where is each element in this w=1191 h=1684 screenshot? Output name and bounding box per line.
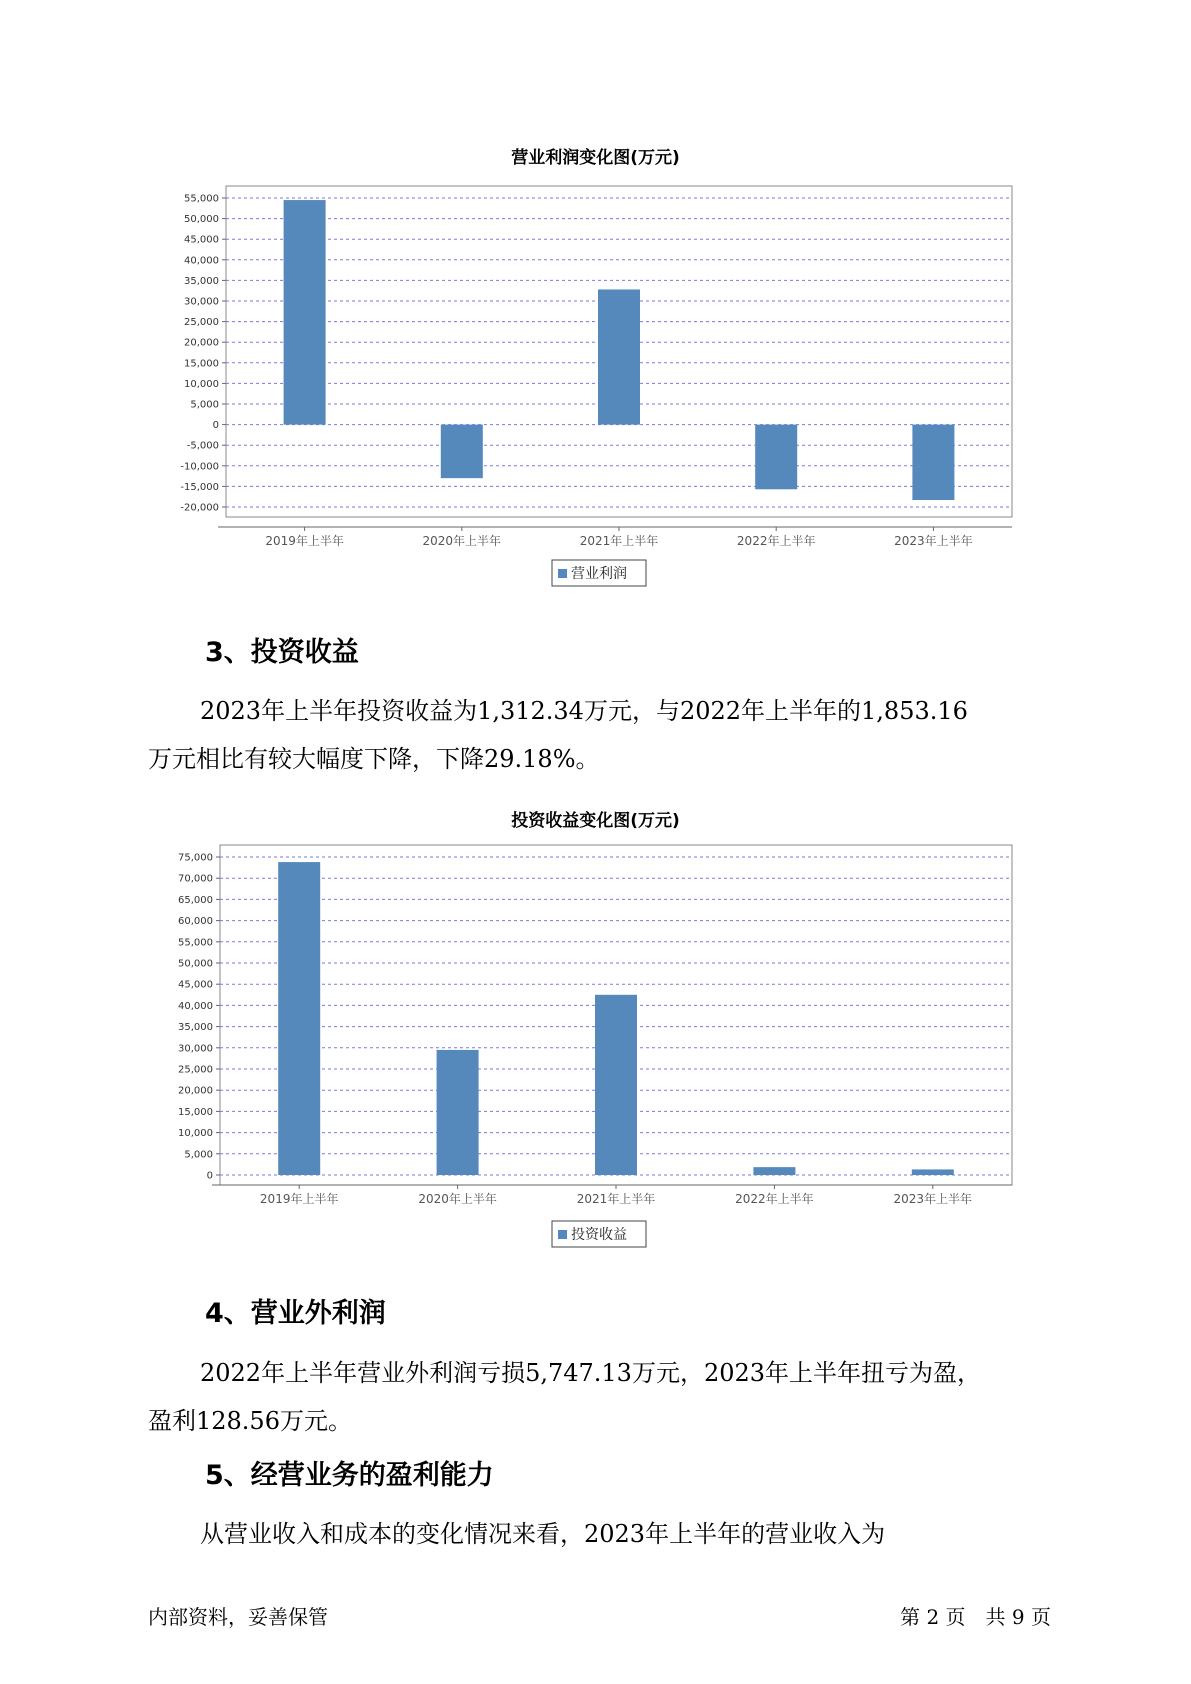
bar-2021年上半年 xyxy=(598,289,640,424)
y-tick-label: 10,000 xyxy=(184,378,219,390)
bar-2021年上半年 xyxy=(595,995,637,1175)
y-tick-label: 40,000 xyxy=(178,1000,213,1012)
y-tick-label: -5,000 xyxy=(186,440,219,452)
x-category-label: 2019年上半年 xyxy=(265,534,344,548)
bar-2023年上半年 xyxy=(912,425,954,500)
y-tick-label: 10,000 xyxy=(178,1128,213,1140)
bar-2019年上半年 xyxy=(284,200,326,425)
bar-2019年上半年 xyxy=(278,862,320,1175)
chart-legend xyxy=(552,560,646,586)
y-tick-label: 60,000 xyxy=(178,916,213,928)
y-tick-label: 50,000 xyxy=(184,214,219,226)
chart-legend xyxy=(552,1221,646,1247)
section3-paragraph xyxy=(148,687,1048,783)
x-category-label: 2022年上半年 xyxy=(736,534,816,548)
bar-2023年上半年 xyxy=(912,1169,954,1175)
section3-heading: 3、投资收益 xyxy=(205,637,359,668)
x-category-label: 2020年上半年 xyxy=(418,1192,497,1206)
operating-profit-chart xyxy=(0,165,1191,595)
y-tick-label: 45,000 xyxy=(184,234,219,246)
legend-swatch xyxy=(558,1230,567,1239)
y-tick-label: 35,000 xyxy=(184,275,219,287)
y-tick-label: 5,000 xyxy=(190,399,219,411)
y-tick-label: 30,000 xyxy=(178,1043,213,1055)
y-tick-label: 35,000 xyxy=(178,1022,213,1034)
section4-line2: 盈利128.56万元。 xyxy=(148,1407,352,1435)
y-tick-label: -10,000 xyxy=(180,461,219,473)
y-tick-label: 0 xyxy=(212,420,219,432)
x-category-label: 2023年上半年 xyxy=(893,1192,973,1206)
section3-line1: 2023年上半年投资收益为1,312.34万元，与2022年上半年的1,853.16 xyxy=(200,697,968,725)
y-tick-label: 5,000 xyxy=(184,1149,213,1161)
y-tick-label: 70,000 xyxy=(178,873,213,885)
legend-swatch xyxy=(558,569,567,578)
y-tick-label: 25,000 xyxy=(178,1064,213,1076)
y-tick-label: 25,000 xyxy=(184,317,219,329)
section3-line2: 万元相比有较大幅度下降，下降29.18%。 xyxy=(148,745,600,773)
section5-heading: 5、经营业务的盈利能力 xyxy=(205,1460,494,1491)
y-tick-label: 55,000 xyxy=(184,193,219,205)
chart1-title: 营业利润变化图(万元) xyxy=(511,148,680,168)
y-tick-label: 15,000 xyxy=(184,358,219,370)
section5-line1: 从营业收入和成本的变化情况来看，2023年上半年的营业收入为 xyxy=(200,1520,886,1548)
y-tick-label: 75,000 xyxy=(178,852,213,864)
chart2-title: 投资收益变化图(万元) xyxy=(511,811,680,831)
y-tick-label: -15,000 xyxy=(180,481,219,493)
x-category-label: 2023年上半年 xyxy=(894,534,973,548)
bar-2020年上半年 xyxy=(441,425,483,479)
x-category-label: 2022年上半年 xyxy=(735,1192,814,1206)
y-tick-label: 50,000 xyxy=(178,958,213,970)
bar-2022年上半年 xyxy=(753,1167,795,1175)
legend-label: 投资收益 xyxy=(571,1227,627,1243)
footer-page-number: 第 2 页 共 9 页 xyxy=(900,1605,1051,1629)
x-category-label: 2019年上半年 xyxy=(259,1192,339,1206)
y-tick-label: 20,000 xyxy=(178,1085,213,1097)
section5-paragraph xyxy=(148,1510,1048,1558)
y-tick-label: 30,000 xyxy=(184,296,219,308)
y-tick-label: -20,000 xyxy=(180,502,219,514)
footer-confidential: 内部资料，妥善保管 xyxy=(148,1605,328,1629)
legend-label: 营业利润 xyxy=(571,566,627,582)
bar-2020年上半年 xyxy=(437,1050,479,1175)
investment-income-chart xyxy=(0,830,1191,1260)
y-tick-label: 40,000 xyxy=(184,255,219,267)
bar-2022年上半年 xyxy=(755,425,797,490)
section4-heading: 4、营业外利润 xyxy=(205,1298,386,1329)
section4-paragraph xyxy=(148,1349,1048,1445)
section4-line1: 2022年上半年营业外利润亏损5,747.13万元，2023年上半年扭亏为盈， xyxy=(200,1359,982,1387)
y-tick-label: 0 xyxy=(206,1170,213,1182)
y-tick-label: 55,000 xyxy=(178,937,213,949)
x-category-label: 2021年上半年 xyxy=(579,534,659,548)
y-tick-label: 15,000 xyxy=(178,1106,213,1118)
x-category-label: 2021年上半年 xyxy=(576,1192,656,1206)
y-tick-label: 45,000 xyxy=(178,979,213,991)
y-tick-label: 20,000 xyxy=(184,337,219,349)
x-category-label: 2020年上半年 xyxy=(422,534,502,548)
y-tick-label: 65,000 xyxy=(178,894,213,906)
